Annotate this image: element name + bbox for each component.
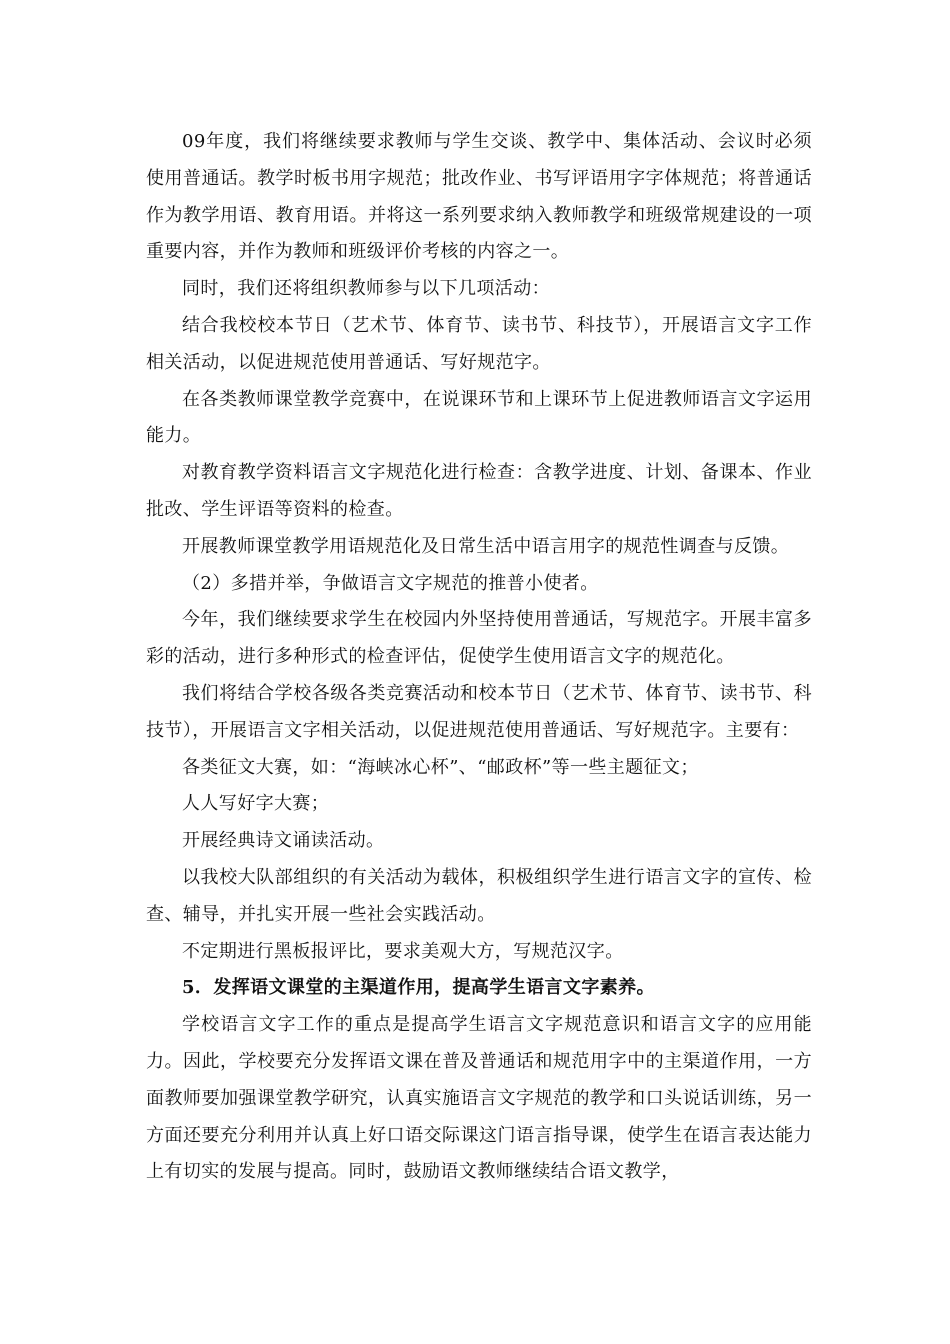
paragraph-subheading-student-ambassadors: （2）多措并举，争做语言文字规范的推普小使者。	[182, 572, 599, 594]
paragraph-blackboard-contest: 不定期进行黑板报评比，要求美观大方，写规范汉字。	[182, 940, 624, 962]
paragraph-handwriting-contest: 人人写好字大赛；	[182, 793, 330, 815]
paragraph-student-activities-intro: 我们将结合学校各级各类竞赛活动和校本节日（艺术节、体育节、读书节、科技节），开展语言文字相关活动，以促进规范使用普通话、写好规范字。主要有：	[146, 682, 812, 741]
paragraph-materials-inspection: 对教育教学资料语言文字规范化进行检查：含教学进度、计划、备课本、作业批改、学生评语等资料的检查。	[146, 462, 812, 520]
paragraph-teacher-activities-intro: 同时，我们还将组织教师参与以下几项活动：	[182, 278, 550, 300]
paragraph-teacher-mandarin-requirement: 09年度，我们将继续要求教师与学生交谈、教学中、集体活动、会议时必须使用普通话。教学时板书用字规范；批改作业、书写评语用字字体规范；将普通话作为教学用语、教育用语。并将这一系列要求纳入教师教学和班级常规建设的一项重要内容，并作为教师和班级评价考核的内容之一。	[146, 131, 812, 263]
section-heading-chinese-classroom: 5．发挥语文课堂的主渠道作用，提高学生语言文字素养。	[182, 977, 655, 999]
paragraph-survey-feedback: 开展教师课堂教学用语规范化及日常生活中语言用字的规范性调查与反馈。	[182, 535, 790, 557]
paragraph-brigade-activities: 以我校大队部组织的有关活动为载体，积极组织学生进行语言文字的宣传、检查、辅导，并扎实开展一些社会实践活动。	[146, 866, 812, 925]
paragraph-classics-recitation: 开展经典诗文诵读活动。	[182, 830, 385, 852]
paragraph-teaching-competition: 在各类教师课堂教学竞赛中，在说课环节和上课环节上促进教师语言文字运用能力。	[146, 388, 812, 447]
paragraph-chinese-classroom-body: 学校语言文字工作的重点是提高学生语言文字规范意识和语言文字的应用能力。因此，学校要充分发挥语文课在普及普通话和规范用字中的主渠道作用，一方面教师要加强课堂教学研究，认真实施语言文字规范的教学和口头说话训练，另一方面还要充分利用并认真上好口语交际课这门语言指导课，使学生在语言表达能力上有切实的发展与提高。同时，鼓励语文教师继续结合语文教学，	[146, 1014, 812, 1183]
paragraph-student-requirement: 今年，我们继续要求学生在校园内外坚持使用普通话，写规范字。开展丰富多彩的活动，进行多种形式的检查评估，促使学生使用语言文字的规范化。	[146, 609, 812, 668]
paragraph-school-festivals: 结合我校校本节日（艺术节、体育节、读书节、科技节），开展语言文字工作相关活动，以促进规范使用普通话、写好规范字。	[146, 314, 812, 373]
document-body	[146, 124, 812, 1191]
paragraph-essay-contest: 各类征文大赛，如：“海峡冰心杯”、“邮政杯”等一些主题征文；	[182, 756, 699, 778]
